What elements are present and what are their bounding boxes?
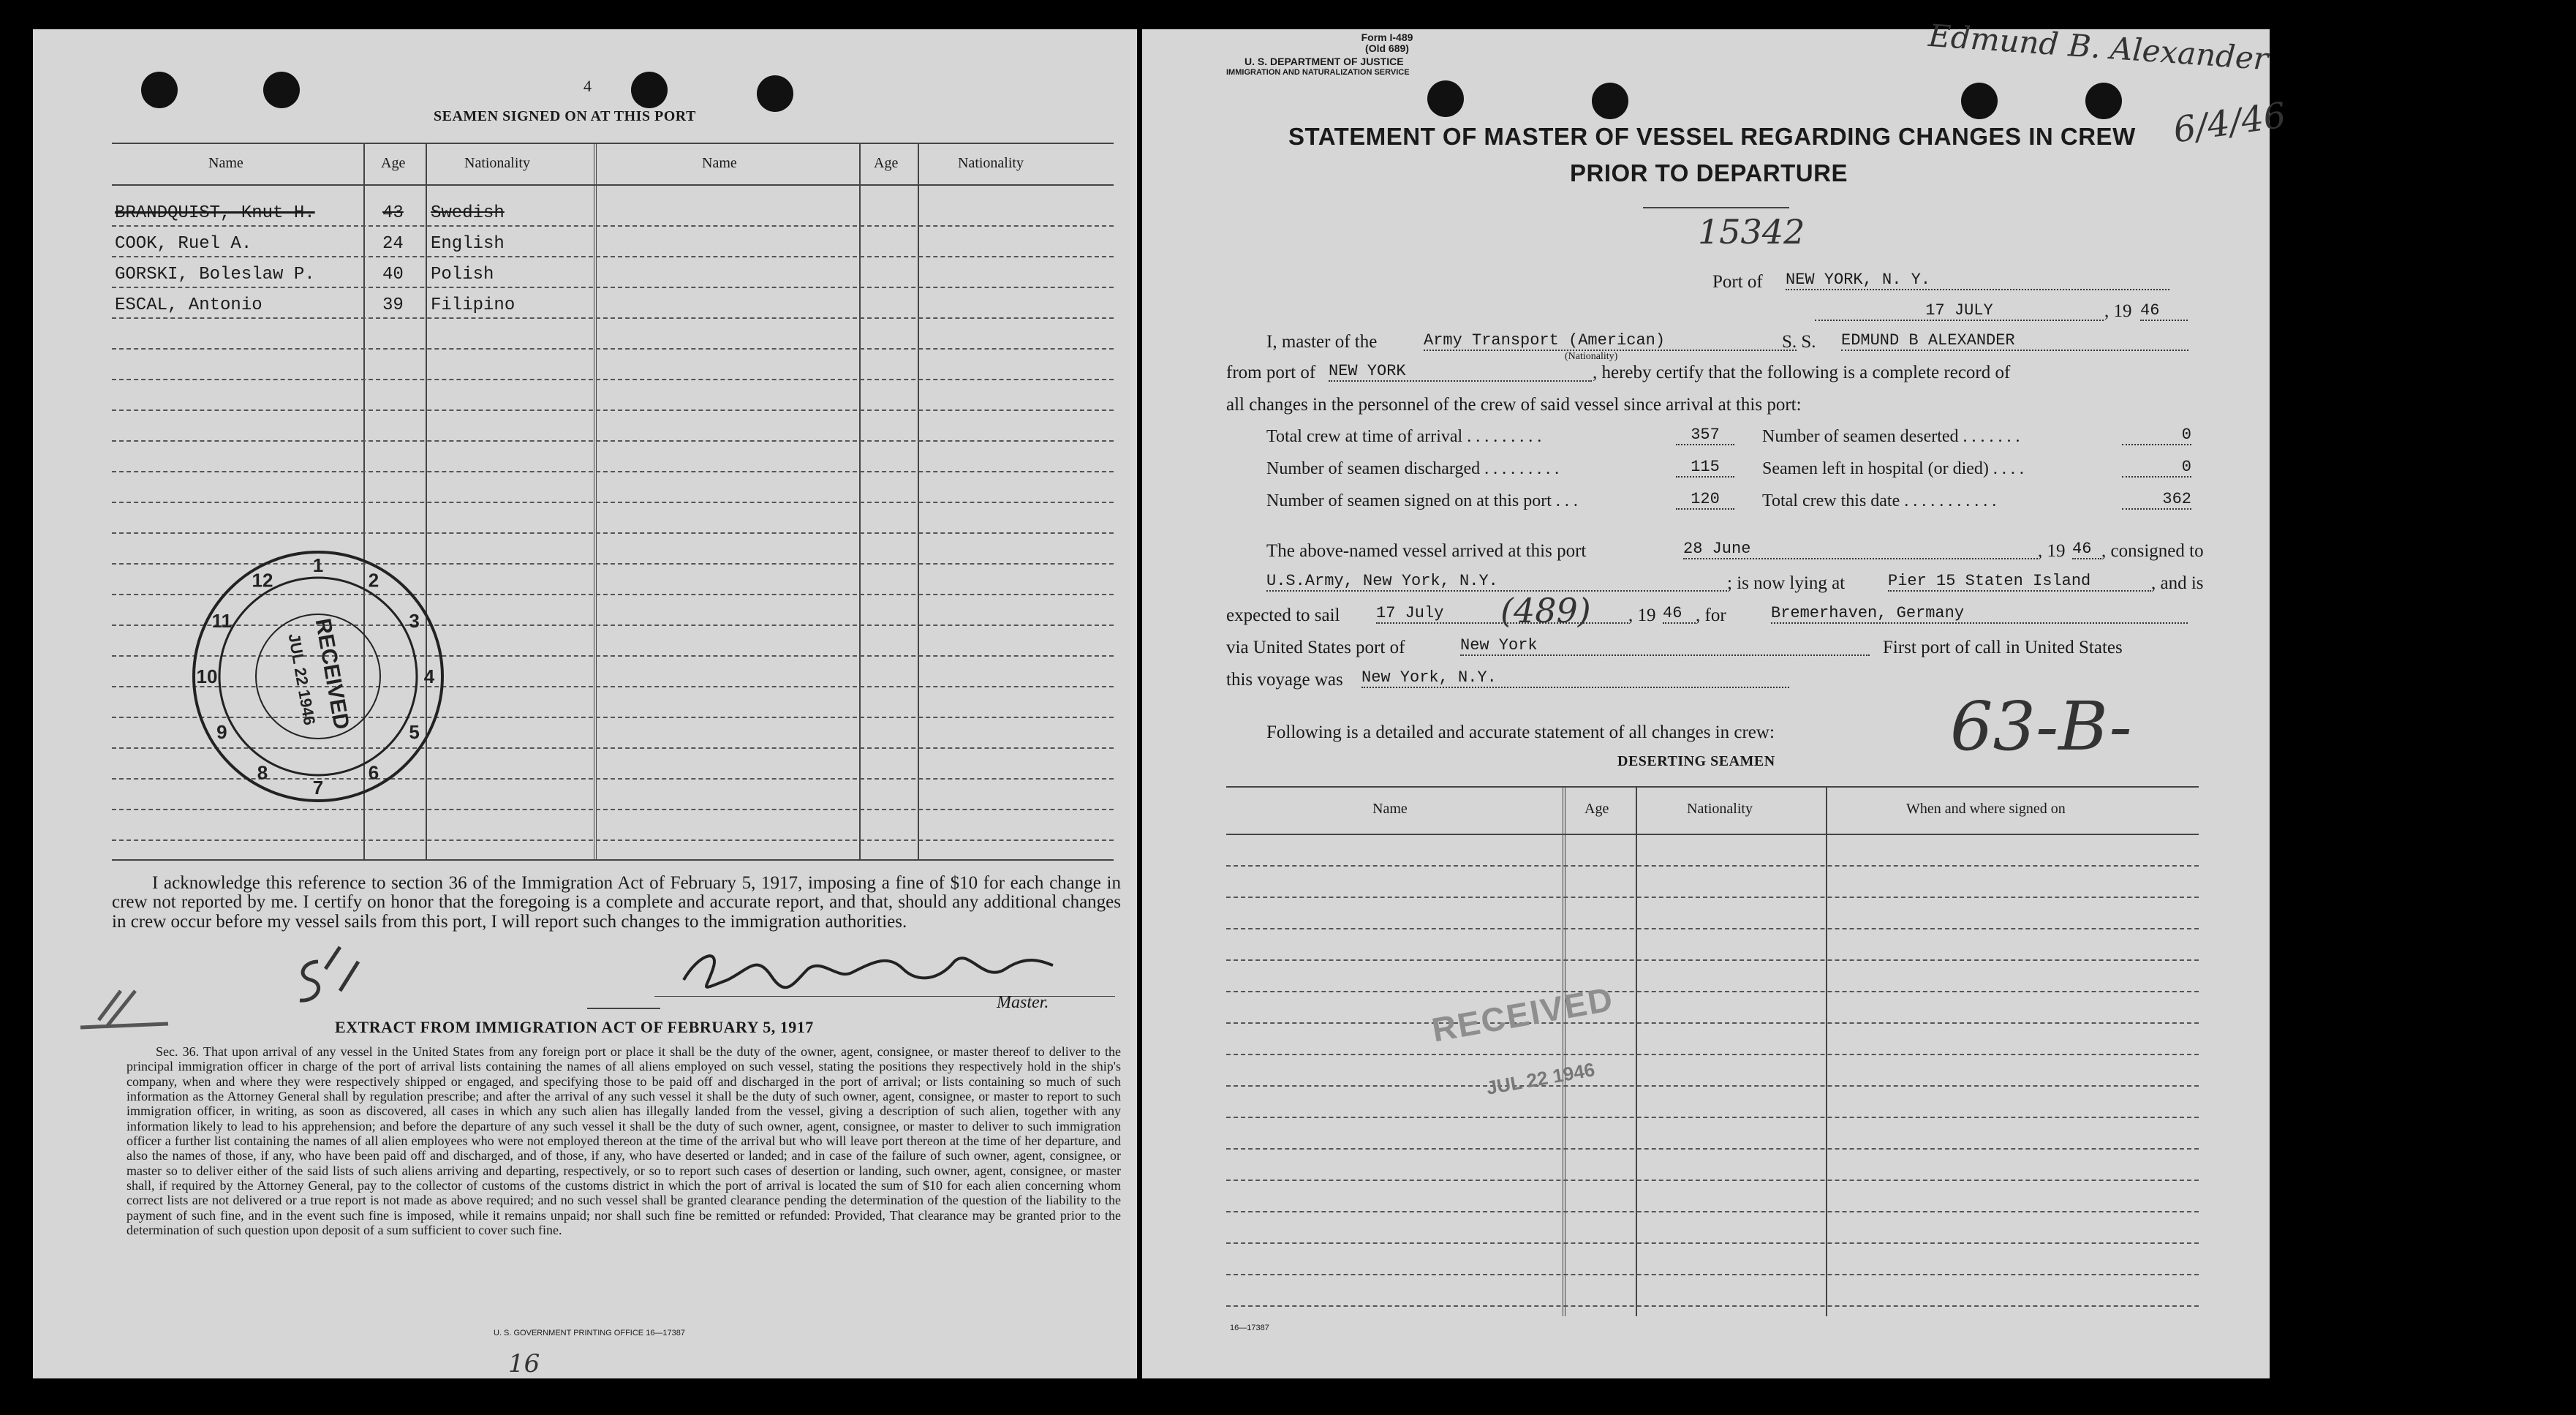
stamp-ring-number: 8 <box>257 761 268 784</box>
col-header-nationality-2: Nationality <box>958 155 1024 171</box>
row-rule <box>1226 1305 2199 1307</box>
punch-hole-icon <box>1592 83 1628 119</box>
ship-name: EDMUND B ALEXANDER <box>1841 331 2188 351</box>
department: U. S. DEPARTMENT OF JUSTICE <box>1244 56 1404 67</box>
row-age: 43 <box>382 203 404 223</box>
row-name: GORSKI, Boleslaw P. <box>115 265 315 284</box>
arrived-year: 46 <box>2072 540 2101 559</box>
form-title-line2: PRIOR TO DEPARTURE <box>1570 159 1848 186</box>
service: IMMIGRATION AND NATURALIZATION SERVICE <box>1226 68 1410 77</box>
stamp-ring-number: 11 <box>211 610 233 632</box>
col-header-name: Name <box>1372 801 1408 817</box>
from-port-label: from port of <box>1226 363 1316 382</box>
col-divider <box>594 143 597 859</box>
stat-value: 115 <box>1676 458 1734 478</box>
row-rule <box>1226 1242 2199 1244</box>
consigned-label: , consigned to <box>2101 541 2204 561</box>
col-header-name: Name <box>208 155 243 171</box>
row-rule <box>112 379 1114 380</box>
sail-note: (489) <box>1500 591 1591 630</box>
stamp-ring-number: 7 <box>312 777 324 799</box>
expected-label: expected to sail <box>1226 605 1340 625</box>
row-rule <box>1226 865 2199 867</box>
col-header-when-where: When and where signed on <box>1906 801 2066 817</box>
stat-value: 0 <box>2122 458 2191 478</box>
extract-text: Sec. 36. That upon arrival of any vessel in the United States from any foreign port or place it shall be the duty of the owner, agent, consignee, or master thereof to deliver to the principal immigration officer in charge of the port of arrival lists containing the names of all aliens employed on such vessel, stating the positions they respectively hold in the ship's company, when and where they were respectively shipped or engaged, and specifying those to be paid off and discharged in the port of arrival; or lists containing so much of such information as the Attorney General shall by regulation prescribe; and after the arrival of any such vessel it shall be the duty of such owner, agent, consignee, or master to report to such immigration officer, in writing, as soon as discovered, all cases in which any such alien has illegally landed from the vessel, giving a description of such alien, together with any information likely to lead to his apprehension; and before the departure of any such vessel it shall be the duty of such owner, agent, consignee, or master to deliver to such immigration officer a further list containing the names of all alien employees who were not employed thereon at the time of the arrival but who will leave port thereon at the time of her departure, and also the names of those, if any, who have been paid off and discharged, and of those, if any, who have deserted or landed; and in case of the failure of such owner, agent, consignee, or master so to deliver either of the said lists of such aliens arriving and departing, respectively, or so to report such cases of desertion or landing, such owner, agent, consignee, or master shall, if required by the Attorney General, pay to the collector of customs of the customs district in which the port of arrival is located the sum of $10 for each alien concerning whom correct lists are not delivered or a true report is not made as above required; and no such vessel shall be granted clearance pending the determination of the question of the liability to the payment of such fine, and in the event such fine is imposed, while it remains unpaid; nor shall such fine be remitted or refunded: Provided, That clearance may be granted prior to the determination of such question upon deposit of a sum sufficient to cover such fine. <box>126 1044 1121 1237</box>
acknowledgment-text: I acknowledge this reference to section 36 of the Immigration Act of February 5, 1917, imposing a fine of $10 for each change in crew not reported by me. I certify on honor that the foregoing is a complete and accurate report, and that, should any additional changes in crew occur before my vessel sails from this port, I will report such changes to the immigration authorities. <box>112 873 1121 932</box>
stamp-ring-number: 4 <box>423 665 435 687</box>
date-value: 17 JULY <box>1815 301 2104 321</box>
col-header-name-2: Name <box>702 155 737 171</box>
ss-label: S. S. <box>1782 332 1816 352</box>
stat-label: Number of seamen deserted . . . . . . . <box>1762 427 2020 446</box>
row-nationality: Swedish <box>431 203 505 223</box>
from-port-value: NEW YORK <box>1329 362 1592 382</box>
stamp-ring-number: 2 <box>368 569 379 592</box>
form-header <box>1307 32 1468 53</box>
stamp-ring-number: 10 <box>196 665 218 687</box>
row-nationality: Filipino <box>431 295 515 315</box>
table-bottom-line <box>112 859 1114 861</box>
row-name: COOK, Ruel A. <box>115 234 252 254</box>
destination: Bremerhaven, Germany <box>1771 604 2188 624</box>
handwritten-number: 15342 <box>1698 212 1805 252</box>
stamp-ring-number: 6 <box>368 761 379 784</box>
col-header-nationality: Nationality <box>1687 801 1753 817</box>
extract-title: EXTRACT FROM IMMIGRATION ACT OF FEBRUARY 5, 1917 <box>335 1018 814 1036</box>
stat-value: 357 <box>1676 426 1734 445</box>
col-header-age: Age <box>1584 801 1609 817</box>
arrived-year-prefix: , 19 <box>2038 541 2066 561</box>
row-rule <box>112 317 1114 319</box>
row-age: 24 <box>382 234 404 254</box>
stamp-ring-number: 9 <box>216 721 227 743</box>
stat-value: 0 <box>2122 426 2191 445</box>
row-rule <box>1226 991 2199 992</box>
certify-text-2: all changes in the personnel of the crew of said vessel since arrival at this port: <box>1226 395 1802 415</box>
table-header-line <box>112 184 1114 186</box>
printer-line: U. S. GOVERNMENT PRINTING OFFICE 16—17387 <box>494 1329 686 1337</box>
arrived-value: 28 June <box>1683 540 2038 559</box>
row-rule <box>1226 897 2199 898</box>
received-stamp-icon <box>183 541 453 812</box>
handwritten-code: 63-B- <box>1950 687 2132 766</box>
vessel-type: Army Transport (American) <box>1424 331 1797 351</box>
via-label: via United States port of <box>1226 638 1405 657</box>
table-top-line <box>112 143 1114 144</box>
page-mark: 16 <box>508 1349 540 1378</box>
divider <box>587 1008 660 1009</box>
row-rule <box>112 348 1114 350</box>
left-title: SEAMEN SIGNED ON AT THIS PORT <box>434 108 696 124</box>
row-rule <box>112 225 1114 227</box>
master-of-label: I, master of the <box>1266 332 1378 352</box>
form-title-line1: STATEMENT OF MASTER OF VESSEL REGARDING CHANGES IN CREW <box>1288 123 2136 150</box>
stat-label: Total crew this date . . . . . . . . . . . <box>1762 491 1997 510</box>
stamp-ring-numbers <box>197 554 435 799</box>
row-rule <box>112 471 1114 472</box>
sail-year-prefix: , 19 <box>1628 605 1656 625</box>
row-nationality: English <box>431 234 505 254</box>
stat-value: 362 <box>2122 490 2191 510</box>
col-divider <box>918 143 919 859</box>
divider <box>1643 207 1789 208</box>
stat-label: Total crew at time of arrival . . . . . . . . . <box>1266 427 1542 446</box>
col-header-age-2: Age <box>874 155 899 171</box>
col-header-age: Age <box>381 155 406 171</box>
stat-label: Number of seamen signed on at this port . . . <box>1266 491 1578 510</box>
row-nationality: Polish <box>431 265 494 284</box>
row-rule <box>112 440 1114 442</box>
stat-label: Seamen left in hospital (or died) . . . . <box>1762 459 2024 478</box>
punch-hole-icon <box>631 72 668 108</box>
year-value: 46 <box>2140 301 2188 321</box>
sail-year: 46 <box>1663 604 1696 624</box>
received-date-faint: JUL 22 1946 <box>1484 1058 1597 1099</box>
voyage-value: New York, N.Y. <box>1361 668 1789 688</box>
row-rule <box>112 502 1114 503</box>
lying-label: ; is now lying at <box>1727 573 1846 593</box>
following-label: Following is a detailed and accurate statement of all changes in crew: <box>1266 722 1775 742</box>
table-top-line <box>1226 786 2199 788</box>
row-rule <box>1226 959 2199 961</box>
punch-hole-icon <box>141 72 178 108</box>
row-rule <box>1226 1180 2199 1181</box>
master-signature-icon <box>676 940 1057 998</box>
row-rule <box>112 287 1114 288</box>
stamp-received-text: RECEIVED <box>310 616 354 732</box>
form-number: Form I-489 <box>1361 31 1413 43</box>
row-rule <box>112 839 1114 841</box>
corner-date: 6/4/46 <box>2170 94 2289 151</box>
table-header-line <box>1226 834 2199 835</box>
punch-hole-icon <box>1427 80 1464 117</box>
certify-text: , hereby certify that the following is a complete record of <box>1593 363 2011 382</box>
stamp-ring-number: 5 <box>409 721 420 743</box>
row-rule <box>112 410 1114 411</box>
punch-hole-icon <box>2085 83 2122 119</box>
right-page <box>1142 17 2289 1378</box>
col-header-nationality: Nationality <box>464 155 530 171</box>
left-page <box>33 29 1137 1378</box>
for-label: , for <box>1696 605 1726 625</box>
stamp-ring-number: 12 <box>252 569 273 592</box>
row-rule <box>1226 928 2199 929</box>
form-footer: 16—17387 <box>1230 1324 1269 1332</box>
page-number: 4 <box>583 77 592 95</box>
port-value: NEW YORK, N. Y. <box>1786 271 2169 290</box>
deserting-title: DESERTING SEAMEN <box>1617 753 1775 769</box>
row-rule <box>1226 1085 2199 1087</box>
row-age: 39 <box>382 295 404 315</box>
row-rule <box>112 532 1114 534</box>
received-stamp-faint: RECEIVED <box>1429 979 1617 1049</box>
row-name: BRANDQUIST, Knut H. <box>115 203 315 223</box>
stamp-ring-number: 1 <box>312 554 324 576</box>
stamp-date-text: JUL 22 1946 <box>284 632 320 727</box>
stat-value: 120 <box>1676 490 1734 510</box>
row-rule <box>1226 1211 2199 1212</box>
form-old-number: (Old 689) <box>1365 42 1409 54</box>
year-prefix: , 19 <box>2104 301 2132 321</box>
row-age: 40 <box>382 265 404 284</box>
stat-label: Number of seamen discharged . . . . . . . . . <box>1266 459 1560 478</box>
col-divider <box>859 143 861 859</box>
punch-hole-icon <box>263 72 300 108</box>
and-is-label: , and is <box>2151 573 2204 593</box>
row-rule <box>1226 1117 2199 1118</box>
sail-date: 17 July <box>1376 604 1628 624</box>
row-rule <box>1226 1022 2199 1024</box>
voyage-label: this voyage was <box>1226 670 1343 690</box>
row-rule <box>112 256 1114 257</box>
punch-hole-icon <box>1961 83 1998 119</box>
punch-hole-icon <box>757 75 793 112</box>
via-value: New York <box>1460 636 1870 656</box>
row-rule <box>1226 1148 2199 1150</box>
row-name: ESCAL, Antonio <box>115 295 262 315</box>
first-port-label: First port of call in United States <box>1883 638 2123 657</box>
row-rule <box>1226 1274 2199 1275</box>
consignee: U.S.Army, New York, N.Y. <box>1266 572 1727 592</box>
nationality-caption: (Nationality) <box>1565 351 1618 362</box>
stamp-ring-number: 3 <box>409 610 420 632</box>
corner-note: Edmund B. Alexander <box>1927 17 2270 78</box>
master-label: Master. <box>997 993 1049 1012</box>
arrived-label: The above-named vessel arrived at this port <box>1266 541 1587 561</box>
lying-value: Pier 15 Staten Island <box>1888 572 2151 592</box>
row-rule <box>1226 1054 2199 1055</box>
port-label: Port of <box>1712 272 1763 292</box>
